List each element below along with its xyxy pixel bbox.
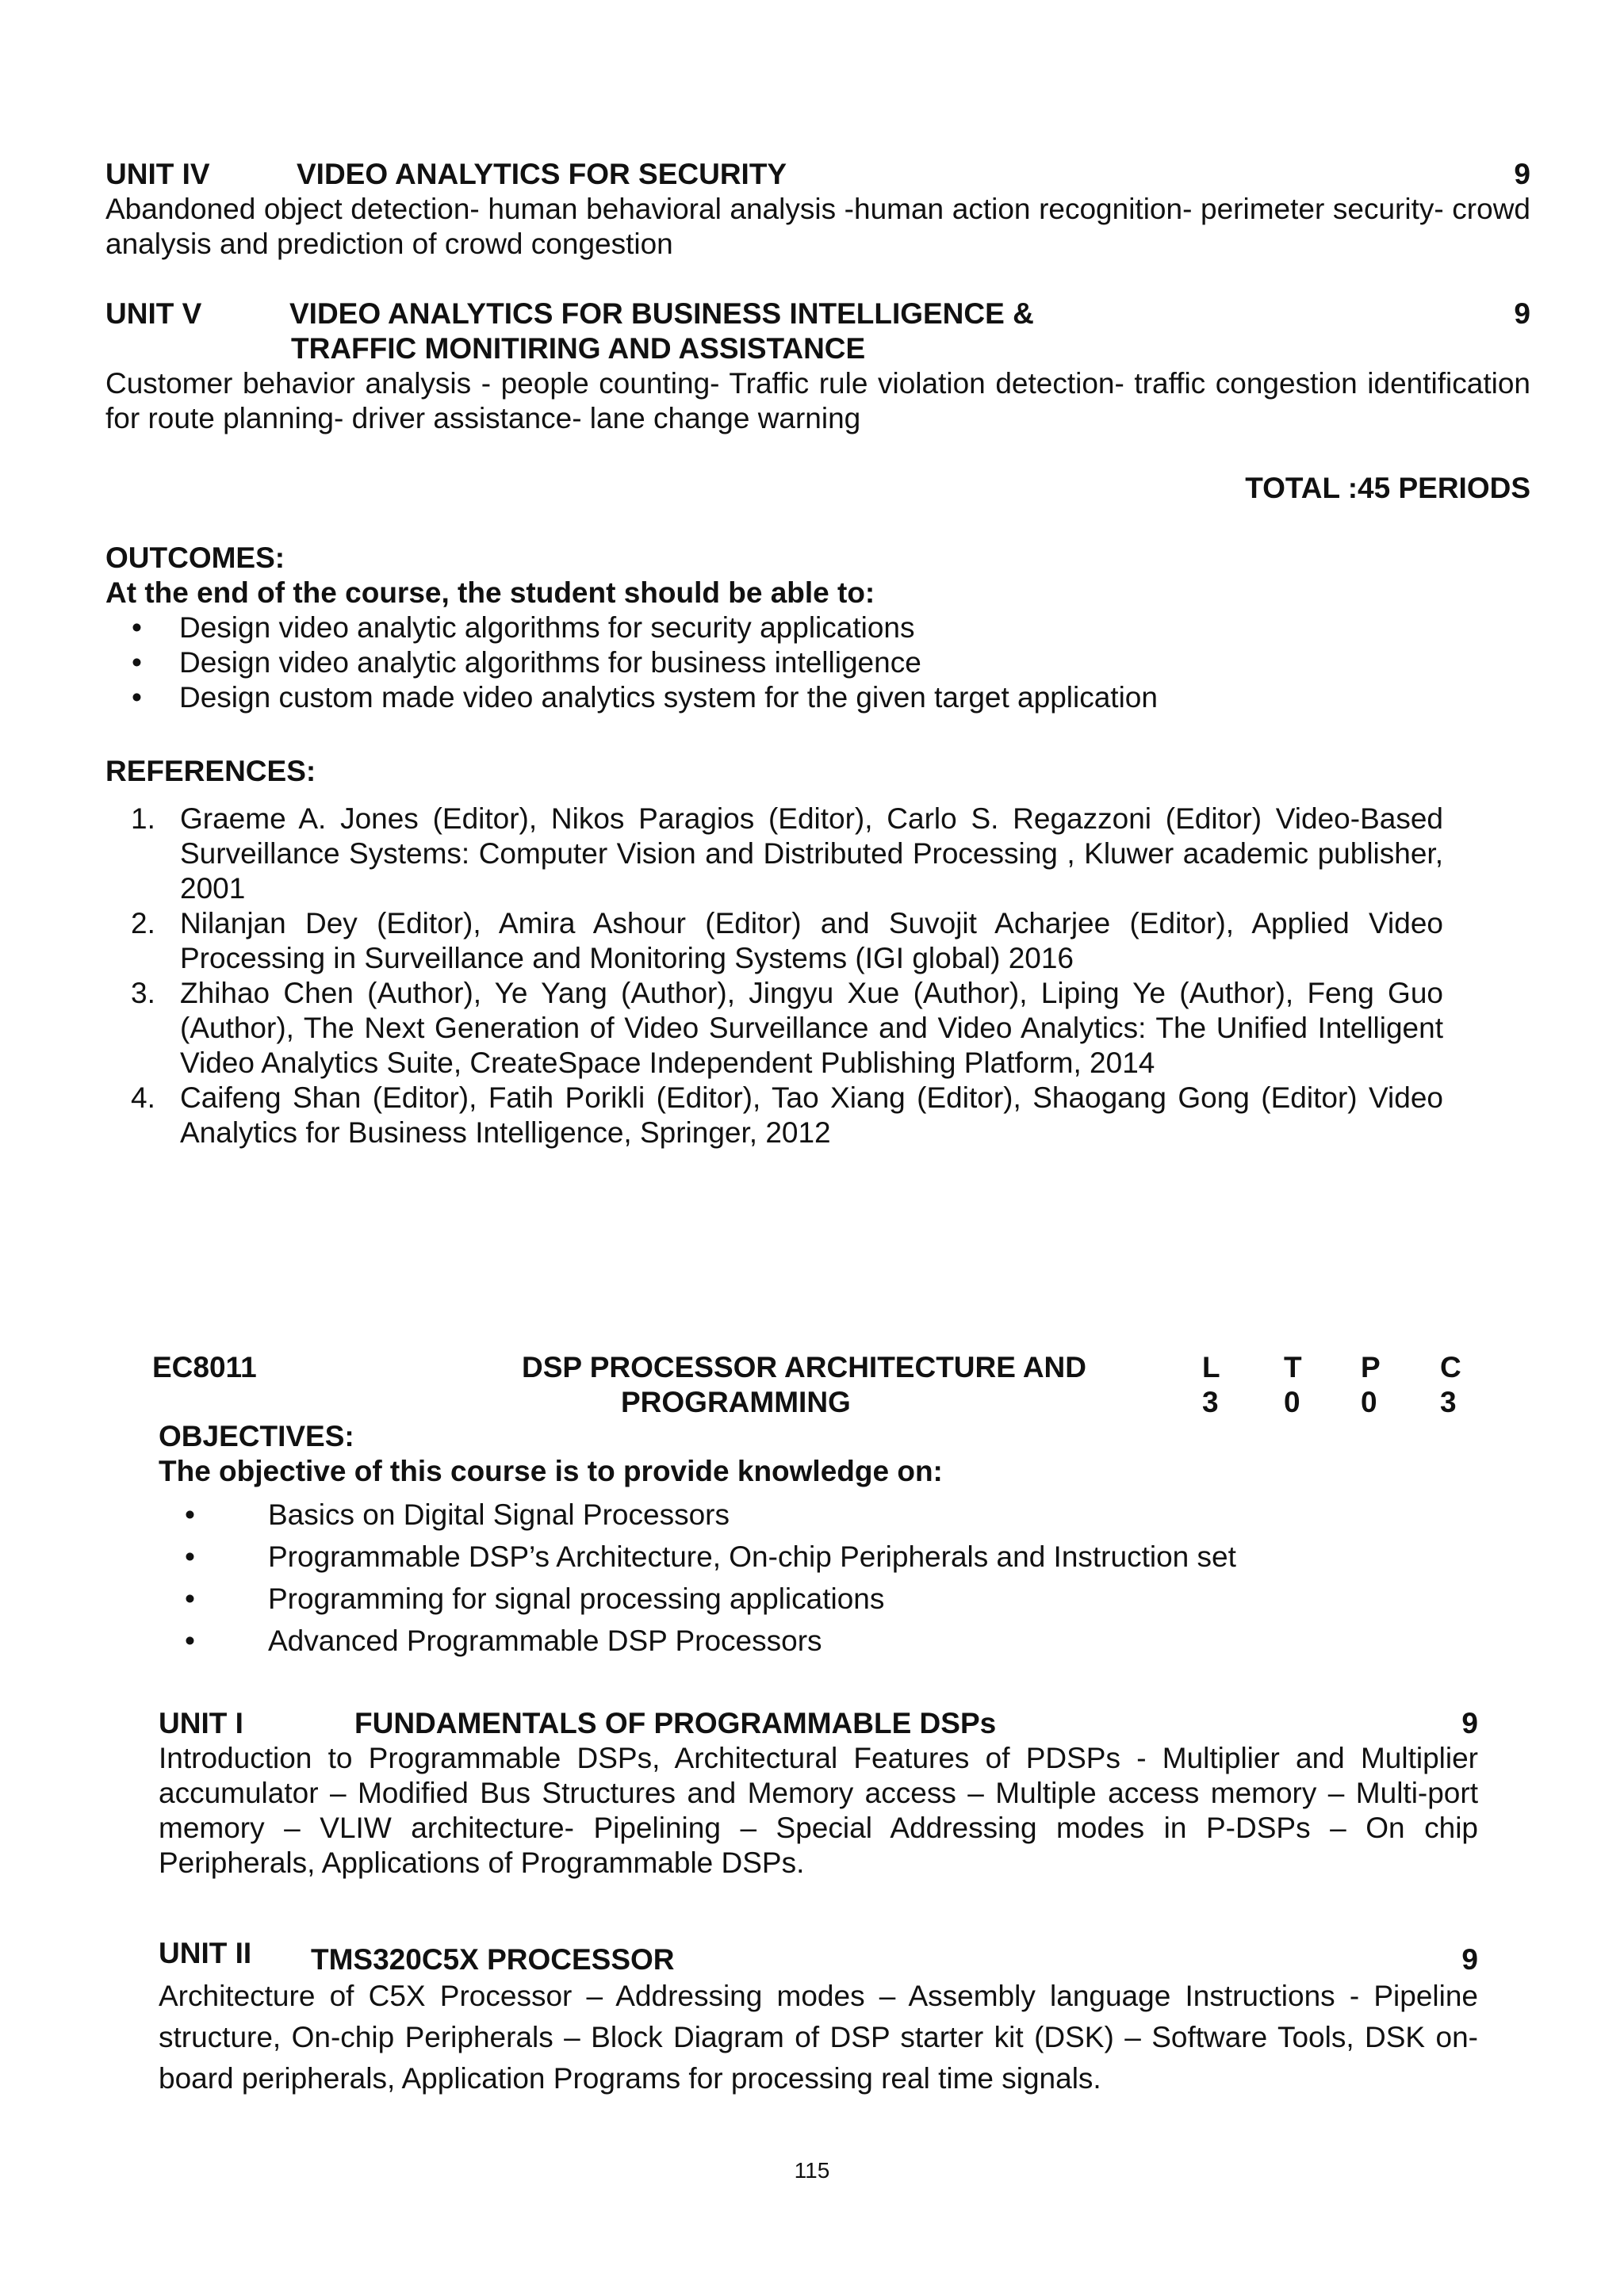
reference-item: [105, 1081, 1443, 1150]
unit-4-section: [105, 157, 1530, 262]
unit-5-title-line-2: TRAFFIC MONITIRING AND ASSISTANCE: [291, 332, 866, 365]
unit-1-section: [159, 1706, 1478, 1881]
objectives-intro: The objective of this course is to provide knowledge on:: [159, 1455, 943, 1487]
references-list: [105, 802, 1443, 1150]
course-title-line-2: PROGRAMMING: [621, 1386, 851, 1418]
references-section: [105, 802, 1443, 1150]
objectives-section: [159, 1419, 1478, 1662]
outcomes-section: [105, 541, 1530, 715]
reference-text: Zhihao Chen (Author), Ye Yang (Author), Jingyu Xue (Author), Liping Ye (Author), Feng Guo (Author), The Next Generation of Video Surveillance and Video Analytics: The Unified Intelligent Video Analytics Suite, CreateSpace Independent Publishing Platform, 2014: [180, 977, 1443, 1079]
total-periods: TOTAL :45 PERIODS: [1245, 472, 1530, 504]
unit-2-section: [159, 1936, 1478, 2099]
unit-2-label: UNIT II: [159, 1937, 252, 1969]
objectives-list: [159, 1494, 1478, 1662]
outcomes-list: [105, 610, 1530, 715]
references-heading: REFERENCES:: [105, 755, 316, 787]
outcome-item: • Design custom made video analytics system for the given target application: [105, 680, 1530, 715]
unit-1-title: FUNDAMENTALS OF PROGRAMMABLE DSPs: [354, 1707, 997, 1739]
reference-number: 1.: [131, 802, 155, 835]
objective-item: • Basics on Digital Signal Processors: [159, 1494, 1478, 1536]
reference-number: 3.: [131, 977, 155, 1009]
unit-5-title: VIDEO ANALYTICS FOR BUSINESS INTELLIGENCE &: [289, 297, 1034, 330]
course-code: EC8011: [152, 1351, 257, 1383]
ltpc-header-p: P: [1361, 1351, 1381, 1383]
unit-1-body: Introduction to Programmable DSPs, Architectural Features of PDSPs - Multiplier and Multiplier accumulator – Modified Bus Structures and Memory access – Multiple access memory – Multi-port memory – VLIW architecture- Pipelining – Special Addressing modes in P-DSPs – On chip Peripherals, Applications of Programmable DSPs.: [159, 1742, 1478, 1879]
objective-item: • Programmable DSP’s Architecture, On-chip Peripherals and Instruction set: [159, 1536, 1478, 1578]
reference-text: Caifeng Shan (Editor), Fatih Porikli (Editor), Tao Xiang (Editor), Shaogang Gong (Editor) Video Analytics for Business Intelligence, Springer, 2012: [180, 1081, 1443, 1149]
course-header: [0, 1350, 1624, 1420]
unit-1-label: UNIT I: [159, 1707, 243, 1739]
reference-item: [105, 802, 1443, 906]
reference-number: 4.: [131, 1081, 155, 1114]
ltpc-value-c: 3: [1440, 1386, 1457, 1418]
reference-text: Graeme A. Jones (Editor), Nikos Paragios (Editor), Carlo S. Regazzoni (Editor) Video-Based Surveillance Systems: Computer Vision and Distributed Processing , Kluwer academic publisher, 2001: [180, 802, 1443, 905]
unit-5-label: UNIT V: [105, 297, 202, 330]
course-title-line-1: DSP PROCESSOR ARCHITECTURE AND: [522, 1351, 1086, 1383]
reference-item: [105, 976, 1443, 1081]
unit-4-body: Abandoned object detection- human behavioral analysis -human action recognition- perimeter security- crowd analysis and prediction of crowd congestion: [105, 193, 1530, 260]
unit-2-body: Architecture of C5X Processor – Addressing modes – Assembly language Instructions - Pipeline structure, On-chip Peripherals – Block Diagram of DSP starter kit (DSK) – Software Tools, DSK on-board peripherals, Application Programs for processing real time signals.: [159, 1980, 1478, 2095]
reference-text: Nilanjan Dey (Editor), Amira Ashour (Editor) and Suvojit Acharjee (Editor), Applied Video Processing in Surveillance and Monitoring Systems (IGI global) 2016: [180, 907, 1443, 974]
unit-5-hours: 9: [1514, 297, 1530, 330]
unit-5-section: [105, 297, 1530, 436]
unit-4-label: UNIT IV: [105, 158, 210, 190]
unit-5-title-row-2: [105, 331, 1530, 366]
reference-item: [105, 906, 1443, 976]
ltpc-header-t: T: [1284, 1351, 1302, 1383]
reference-number: 2.: [131, 907, 155, 939]
unit-4-hours: 9: [1514, 158, 1530, 190]
unit-5-header: [105, 297, 1530, 331]
ltpc-value-l: 3: [1202, 1386, 1219, 1418]
unit-1-hours: 9: [1461, 1707, 1478, 1739]
objective-item: • Programming for signal processing applications: [159, 1578, 1478, 1620]
unit-2-title: TMS320C5X PROCESSOR: [311, 1943, 675, 1976]
unit-5-body: Customer behavior analysis - people counting- Traffic rule violation detection- traffic congestion identification for route planning- driver assistance- lane change warning: [105, 367, 1530, 434]
objective-item: • Advanced Programmable DSP Processors: [159, 1620, 1478, 1662]
ltpc-value-p: 0: [1361, 1386, 1377, 1418]
unit-1-header: [159, 1706, 1478, 1741]
outcome-item: • Design video analytic algorithms for business intelligence: [105, 645, 1530, 680]
unit-2-hours: 9: [1461, 1943, 1478, 1976]
outcome-item: • Design video analytic algorithms for security applications: [105, 610, 1530, 645]
unit-4-title: VIDEO ANALYTICS FOR SECURITY: [297, 158, 787, 190]
ltpc-header-c: C: [1440, 1351, 1461, 1383]
objectives-heading: OBJECTIVES:: [159, 1420, 354, 1452]
page-number: 115: [794, 2158, 830, 2183]
unit-2-header: [159, 1936, 1478, 1976]
outcomes-intro: At the end of the course, the student should be able to:: [105, 576, 875, 609]
unit-4-header: [105, 157, 1530, 192]
ltpc-value-t: 0: [1284, 1386, 1300, 1418]
outcomes-heading: OUTCOMES:: [105, 541, 285, 574]
ltpc-header-l: L: [1202, 1351, 1220, 1383]
